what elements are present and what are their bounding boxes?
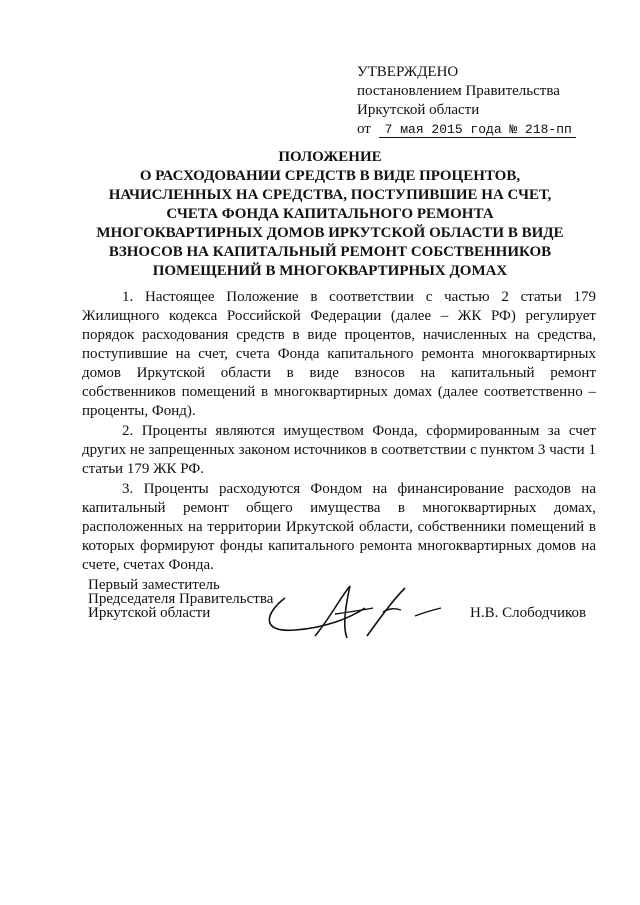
signatory-name: Н.В. Слободчиков xyxy=(470,605,587,621)
approval-date-value: 7 мая 2015 года № 218-пп xyxy=(379,122,576,138)
title-line: МНОГОКВАРТИРНЫХ ДОМОВ ИРКУТСКОЙ ОБЛАСТИ В ВИДЕ xyxy=(96,225,564,241)
approval-block xyxy=(357,63,576,139)
title-line: О РАСХОДОВАНИИ СРЕДСТВ В ВИДЕ ПРОЦЕНТОВ, xyxy=(139,168,521,184)
title-line: ПОМЕЩЕНИЙ В МНОГОКВАРТИРНЫХ ДОМАХ xyxy=(152,263,508,279)
approval-region: Иркутской области xyxy=(357,102,480,118)
approval-date-line xyxy=(357,120,576,139)
title-line: СЧЕТА ФОНДА КАПИТАЛЬНОГО РЕМОНТА xyxy=(166,206,494,222)
paragraph-1: 1. Настоящее Положение в соответствии с частью 2 статьи 179 Жилищного кодекса Российской Федерации (далее – ЖК РФ) регулирует порядок расходования средств в виде процентов, начисленных на средства, поступившие на счет, счета Фонда капитального ремонта многоквартирных домов Иркутской области в виде взносов на капитальный ремонт собственников помещений в многоквартирных домах (далее соответственно – проценты, Фонд). xyxy=(82,289,596,419)
title-line: НАЧИСЛЕННЫХ НА СРЕДСТВА, ПОСТУПИВШИЕ НА СЧЕТ, xyxy=(108,187,552,203)
position-line: Первый заместитель xyxy=(88,577,220,593)
signatory-position xyxy=(88,578,273,620)
position-line: Иркутской области xyxy=(88,605,211,621)
paragraph-2: 2. Проценты являются имуществом Фонда, сформированным за счет других не запрещенных законом источников в соответствии с пунктом 3 части 1 статьи 179 ЖК РФ. xyxy=(82,423,596,477)
position-line: Председателя Правительства xyxy=(88,591,274,607)
approval-heading: УТВЕРЖДЕНО xyxy=(357,64,459,80)
document-body xyxy=(82,288,596,576)
approval-resolution: постановлением Правительства xyxy=(357,83,560,99)
handwritten-signature xyxy=(255,578,455,648)
title-line: ВЗНОСОВ НА КАПИТАЛЬНЫЙ РЕМОНТ СОБСТВЕННИКОВ xyxy=(108,244,552,260)
paragraph-3: 3. Проценты расходуются Фондом на финансирование расходов на капитальный ремонт общего имущества в многоквартирных домах, расположенных на территории Иркутской области, собственники помещений в которых формируют фонды капитального ремонта многоквартирных домов на счете, счетах Фонда. xyxy=(82,481,596,573)
document-title xyxy=(70,148,590,281)
approval-date-prefix: от xyxy=(357,121,371,137)
title-line: ПОЛОЖЕНИЕ xyxy=(278,149,382,165)
